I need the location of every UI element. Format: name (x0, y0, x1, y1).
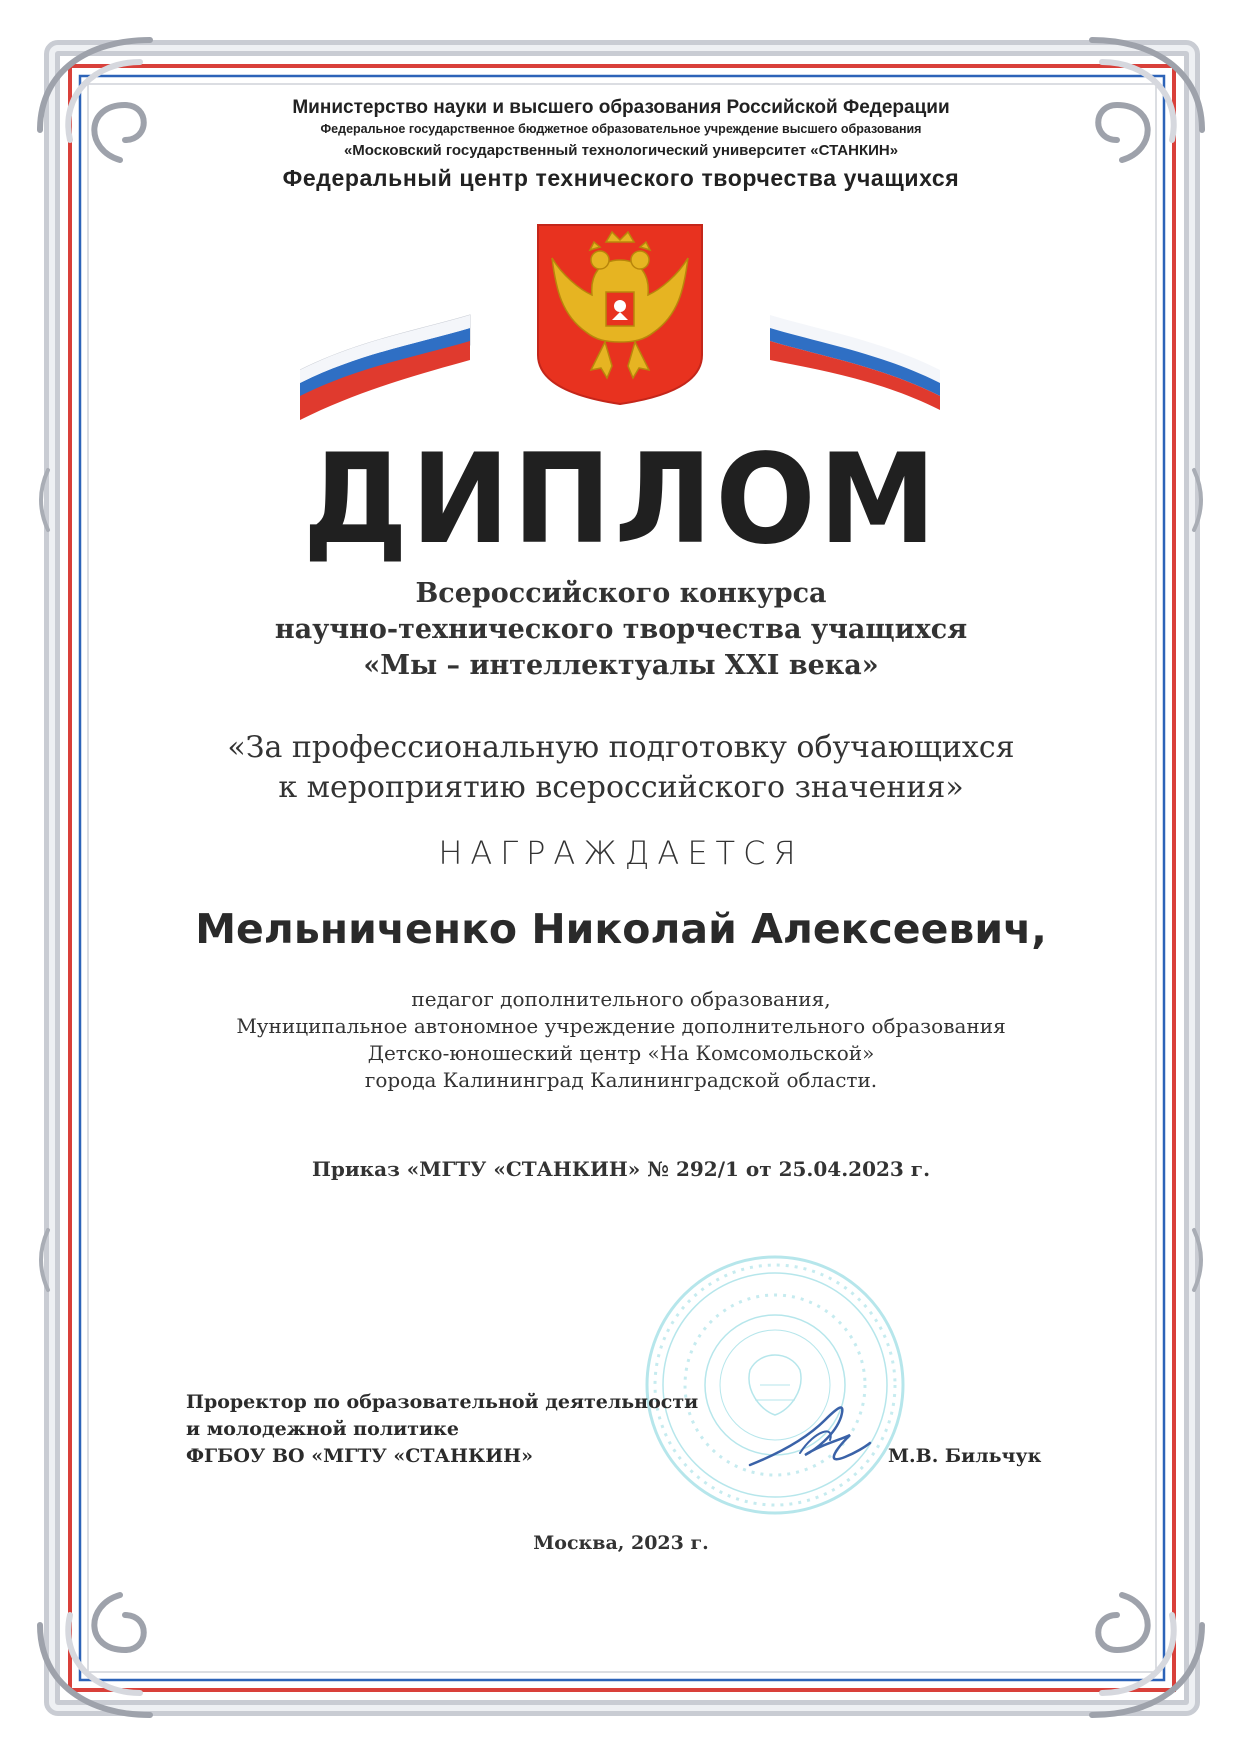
recipient-name: Мельниченко Николай Алексеевич, (195, 905, 1047, 953)
header-university: «Московский государственный технологический университет «СТАНКИН» (343, 142, 899, 159)
signatory-title-line-3: ФГБОУ ВО «МГТУ «СТАНКИН» (186, 1445, 534, 1467)
signatory-title-line-1: Проректор по образовательной деятельности (186, 1391, 699, 1413)
nomination-line-2: к мероприятию всероссийского значения» (278, 770, 964, 805)
recipient-organization-line-3: города Калининград Калининградской области. (364, 1068, 878, 1092)
recipient-position: педагог дополнительного образования, (411, 987, 831, 1011)
awarded-label: НАГРАЖДАЕТСЯ (438, 834, 804, 872)
handwritten-signature-icon (745, 1395, 875, 1475)
contest-line-2: научно-технического творчества учащихся (274, 614, 968, 645)
order-reference: Приказ «МГТУ «СТАНКИН» № 292/1 от 25.04.2023 г. (311, 1157, 931, 1181)
seal-stamp-icon (640, 1250, 910, 1520)
contest-line-1: Всероссийского конкурса (415, 578, 827, 609)
coat-of-arms-icon (300, 220, 940, 420)
diploma-title: ДИПЛОМ (302, 426, 940, 572)
header-federal-institution: Федеральное государственное бюджетное образовательное учреждение высшего образования (320, 122, 922, 136)
recipient-organization-line-1: Муниципальное автономное учреждение дополнительного образования (236, 1014, 1006, 1038)
contest-line-3: «Мы – интеллектуалы XXI века» (363, 650, 879, 681)
header-center: Федеральный центр технического творчества учащихся (282, 165, 960, 191)
signatory-title-line-2: и молодежной политике (186, 1418, 459, 1440)
header-ministry: Министерство науки и высшего образования Российской Федерации (292, 97, 950, 118)
place-and-year: Москва, 2023 г. (533, 1532, 709, 1554)
signatory-name: М.В. Бильчук (888, 1445, 1042, 1467)
nomination-line-1: «За профессиональную подготовку обучающихся (227, 730, 1015, 765)
recipient-organization-line-2: Детско-юношеский центр «На Комсомольской» (367, 1041, 875, 1065)
